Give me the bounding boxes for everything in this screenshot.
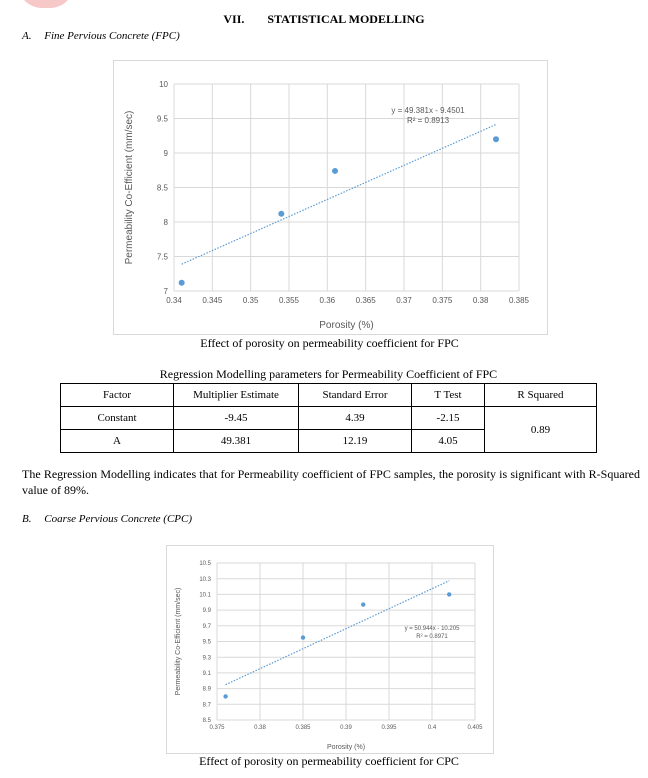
table-cell: 12.19	[299, 430, 412, 453]
table-cell: 4.05	[412, 430, 485, 453]
subsection-a-letter: A.	[22, 30, 32, 42]
y-tick-label: 8.5	[156, 183, 168, 193]
section-heading	[0, 12, 648, 27]
x-tick-label: 0.355	[278, 296, 300, 305]
trendline	[226, 581, 450, 685]
table-cell: 4.39	[299, 407, 412, 430]
y-tick-label: 7	[163, 286, 168, 296]
y-axis-label: Permeability Co-Efficient (mm/sec)	[175, 587, 182, 696]
table-header: R Squared	[485, 384, 597, 407]
x-tick-label: 0.385	[295, 725, 311, 731]
y-tick-label: 10.5	[199, 561, 211, 568]
x-tick-label: 0.375	[209, 725, 225, 731]
section-number: VII.	[223, 12, 245, 26]
x-tick-label: 0.345	[202, 296, 223, 305]
body-paragraph: The Regression Modelling indicates that for Permeability coefficient of FPC samples, the porosity is significant with R-Squared value of 89%.	[22, 467, 640, 497]
subsection-b-heading	[22, 513, 192, 525]
y-tick-label: 9	[163, 148, 168, 158]
table-header-row	[61, 384, 597, 407]
trendline	[182, 124, 496, 264]
subsection-a-heading	[22, 30, 180, 42]
x-tick-label: 0.395	[381, 725, 397, 731]
y-tick-label: 10	[159, 79, 168, 89]
x-tick-label: 0.375	[432, 296, 453, 305]
y-axis-label: Permeability Co-Efficient (mm/sec)	[124, 110, 135, 265]
section-title: STATISTICAL MODELLING	[267, 12, 425, 26]
regression-table	[60, 383, 597, 453]
y-tick-label: 9.9	[202, 608, 211, 615]
data-point	[223, 694, 227, 698]
y-tick-label: 9.1	[202, 671, 211, 677]
y-tick-label: 9.5	[202, 639, 211, 646]
table-cell: 49.381	[174, 430, 299, 453]
x-tick-label: 0.405	[467, 725, 483, 731]
trendline-equation: y = 49.381x - 9.4501	[391, 106, 465, 115]
data-point	[493, 136, 499, 142]
data-point	[278, 211, 284, 217]
data-point	[361, 602, 365, 606]
x-tick-label: 0.38	[254, 725, 266, 731]
subsection-b-letter: B.	[22, 513, 32, 525]
x-tick-label: 0.38	[472, 296, 489, 305]
table-header: Multiplier Estimate	[174, 384, 299, 407]
y-tick-label: 8.7	[202, 702, 211, 709]
x-tick-label: 0.385	[508, 296, 530, 305]
x-tick-label: 0.365	[355, 296, 376, 305]
y-tick-label: 8.9	[202, 686, 211, 693]
y-tick-label: 9.5	[156, 114, 168, 124]
logo	[18, 0, 74, 8]
x-axis-label: Porosity (%)	[319, 320, 374, 331]
y-tick-label: 10.1	[199, 592, 211, 599]
table-header: T Test	[412, 384, 485, 407]
chart-2	[167, 546, 493, 753]
table-header: Standard Error	[299, 384, 412, 407]
y-tick-label: 7.5	[156, 252, 168, 262]
table-cell-r-squared: 0.89	[485, 407, 597, 453]
data-point	[301, 635, 305, 639]
x-tick-label: 0.35	[242, 296, 259, 305]
table-cell: -2.15	[412, 407, 485, 430]
chart-1-frame	[113, 60, 548, 335]
table-cell: A	[61, 430, 174, 453]
chart-2-frame	[166, 545, 494, 754]
subsection-a-title: Fine Pervious Concrete (FPC)	[44, 30, 180, 42]
data-point	[447, 592, 451, 596]
y-tick-label: 8.5	[202, 718, 211, 725]
x-tick-label: 0.39	[340, 725, 352, 731]
r-squared-label: R² = 0.8971	[416, 634, 448, 640]
trendline-equation: y = 50.944x - 10.205	[404, 626, 460, 632]
figure-1-caption: Effect of porosity on permeability coefficient for FPC	[200, 336, 459, 350]
figure-2-caption: Effect of porosity on permeability coefficient for CPC	[199, 754, 459, 768]
table-cell: -9.45	[174, 407, 299, 430]
y-tick-label: 9.7	[202, 623, 211, 630]
y-tick-label: 9.3	[202, 655, 211, 662]
subsection-b-title: Coarse Pervious Concrete (CPC)	[44, 513, 192, 525]
data-point	[179, 280, 185, 286]
x-tick-label: 0.37	[396, 296, 412, 305]
r-squared-label: R² = 0.8913	[406, 116, 450, 125]
table-row	[61, 407, 597, 430]
y-tick-label: 8	[163, 217, 168, 227]
x-tick-label: 0.34	[166, 296, 182, 305]
data-point	[332, 168, 338, 174]
table-caption: Regression Modelling parameters for Permeability Coefficient of FPC	[159, 367, 498, 381]
x-tick-label: 0.4	[427, 725, 437, 731]
table-cell: Constant	[61, 407, 174, 430]
table-header: Factor	[61, 384, 174, 407]
x-axis-label: Porosity (%)	[326, 744, 366, 751]
x-tick-label: 0.36	[319, 296, 336, 305]
y-tick-label: 10.3	[199, 576, 211, 583]
chart-1	[114, 61, 547, 334]
